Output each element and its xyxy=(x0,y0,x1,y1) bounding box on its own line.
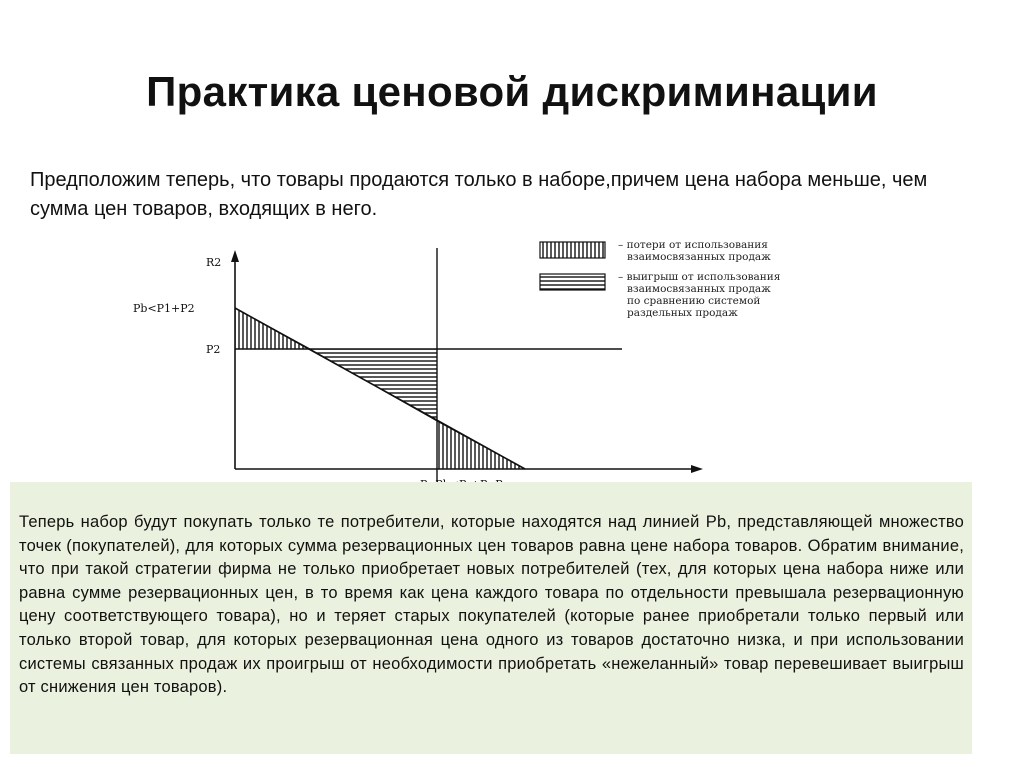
explanation-text: Теперь набор будут покупать только те потребители, которые находятся над линией Pb, представляющей множество точек (покупателей), для которых сумма резервационных цен товаров равна цене набора товаров. Обратим внимание, что при такой стратегии фирма не только приобретает новых потребителей (тех, для которых цена набора ниже или равна сумме резервационных цен, в то время как цена каждого товара по отдельности превышала резервационную цену соответствующего товара), но и теряет старых покупателей (которые ранее приобретали только первый или только второй товар, для которых резервационная цена одного из товаров достаточно низка, и при использовании системы связанных продаж их проигрыш от необходимости приобретать «нежеланный» товар перевешивает выигрыш от снижения цен товаров). xyxy=(19,513,964,697)
bundling-diagram xyxy=(130,236,840,486)
bundle-price-line xyxy=(235,308,525,469)
legend-gains-line2: взаимосвязанных продаж xyxy=(627,283,771,295)
legend-losses-line1: – потери от использования xyxy=(618,239,768,251)
y-axis-label: R2 xyxy=(206,256,222,269)
y-axis-arrow xyxy=(231,250,239,262)
legend-swatch-gains xyxy=(540,274,605,290)
slide-title: Практика ценовой дискриминации xyxy=(146,68,878,115)
legend-gains-line1: – выигрыш от использования xyxy=(618,271,781,283)
legend-gains-line3: по сравнению системой xyxy=(627,295,761,307)
legend-gains-line4: раздельных продаж xyxy=(627,307,738,319)
x-axis-arrow xyxy=(691,465,703,473)
legend-swatch-losses xyxy=(540,242,605,258)
p2-label: P2 xyxy=(206,343,221,356)
explanation-box xyxy=(10,482,972,754)
intro-text: Предположим теперь, что товары продаются только в наборе,причем цена набора меньше, чем сумма цен товаров, входящих в него. xyxy=(30,169,928,220)
legend-losses-line2: взаимосвязанных продаж xyxy=(627,251,771,263)
pb-label: Pb<P1+P2 xyxy=(133,302,195,315)
